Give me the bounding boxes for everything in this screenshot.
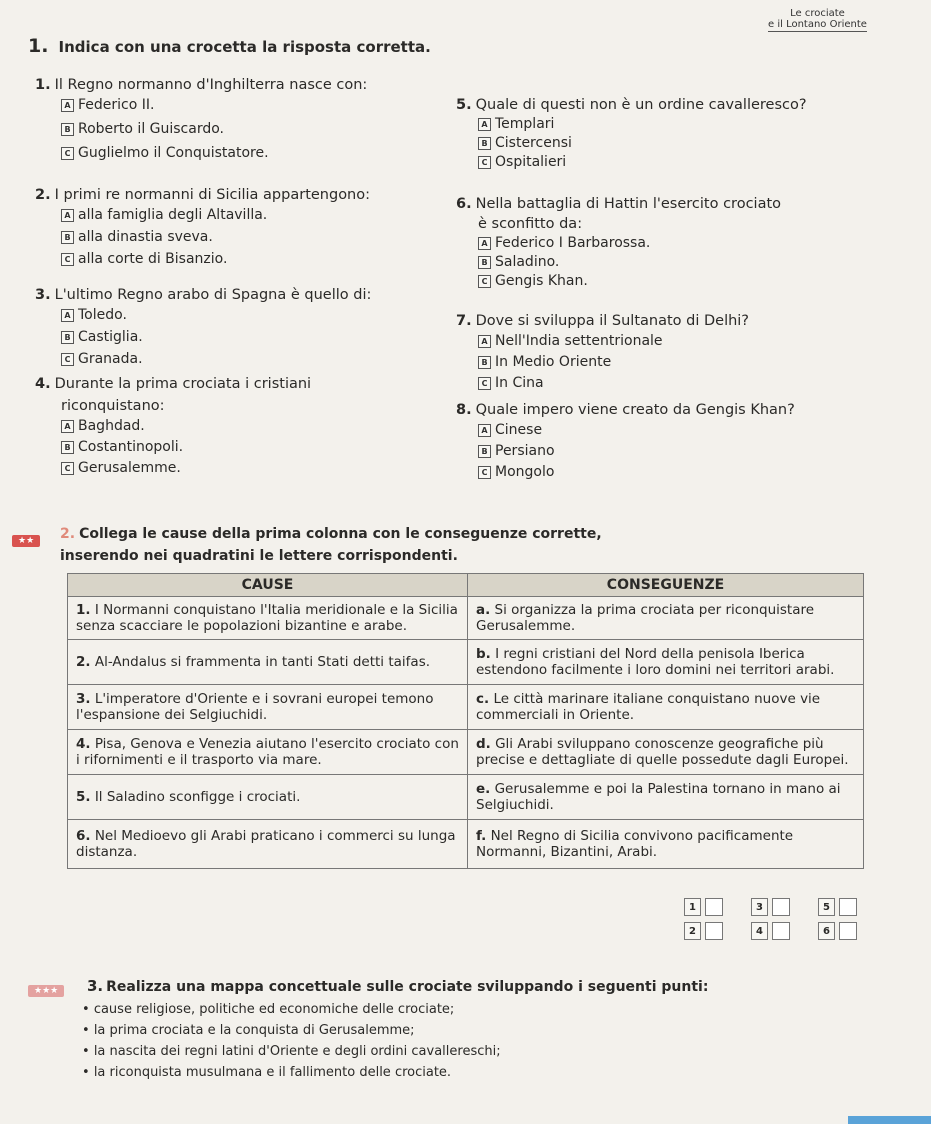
question-text: Dove si sviluppa il Sultanato di Delhi? [475, 313, 750, 329]
question-2: 2. I primi re normanni di Sicilia appartengono: A alla famiglia degli Altavilla. B alla dinastia sveva. C alla corte di Bisanzio. [35, 187, 371, 267]
difficulty-badge: ★★ [12, 535, 40, 547]
answer-input[interactable] [772, 898, 790, 916]
checkbox-letter-c[interactable]: C [61, 147, 74, 160]
option-4a[interactable]: A Baghdad. [61, 416, 311, 436]
exercise3-number: 3. [87, 977, 104, 995]
option-7a[interactable]: A Nell'India settentrionale [478, 331, 749, 352]
checkbox-letter-c[interactable]: C [478, 275, 491, 288]
checkbox-letter-a[interactable]: A [478, 237, 491, 250]
checkbox-letter-a[interactable]: A [478, 118, 491, 131]
checkbox-letter-c[interactable]: C [61, 353, 74, 366]
answer-box-5[interactable]: 5 [818, 898, 857, 916]
exercise1-number: 1. [28, 35, 49, 57]
option-1b[interactable]: B Roberto il Guiscardo. [61, 119, 367, 139]
question-text: Quale impero viene creato da Gengis Khan? [475, 402, 795, 418]
consequence-cell: b. I regni cristiani del Nord della penisola Iberica estendono facilmente i loro domini nei territori arabi. [468, 640, 864, 685]
list-item: • cause religiose, politiche ed economiche delle crociate; [82, 1002, 455, 1017]
checkbox-letter-c[interactable]: C [61, 253, 74, 266]
list-item: • la prima crociata e la conquista di Gerusalemme; [82, 1023, 415, 1038]
option-4b[interactable]: B Costantinopoli. [61, 437, 311, 457]
exercise3-bullets [82, 1000, 501, 1082]
option-3c[interactable]: C Granada. [61, 349, 371, 369]
exercise2-instruction-line2: inserendo nei quadratini le lettere corrispondenti. [60, 548, 458, 564]
exercise3-title [87, 976, 708, 995]
option-8a[interactable]: A Cinese [478, 420, 795, 441]
table-row [68, 820, 864, 869]
cause-cell: 4. Pisa, Genova e Venezia aiutano l'esercito crociato con i rifornimenti e il trasporto via mare. [68, 730, 468, 775]
list-item: • la riconquista musulmana e il fallimento delle crociate. [82, 1065, 452, 1080]
answer-box-4[interactable]: 4 [751, 922, 790, 940]
option-6c[interactable]: C Gengis Khan. [478, 272, 781, 291]
answer-box-2[interactable]: 2 [684, 922, 723, 940]
checkbox-letter-b[interactable]: B [61, 331, 74, 344]
question-6: 6. Nella battaglia di Hattin l'esercito crociato è sconfitto da: A Federico I Barbarossa. B Saladino. C Gengis Khan. [456, 196, 782, 289]
table-row [68, 685, 864, 730]
table-row [68, 775, 864, 820]
checkbox-letter-a[interactable]: A [478, 335, 491, 348]
answer-grid [684, 898, 857, 940]
consequence-cell: a. Si organizza la prima crociata per riconquistare Gerusalemme. [468, 597, 864, 640]
list-item: • la nascita dei regni latini d'Oriente e degli ordini cavallereschi; [82, 1044, 501, 1059]
checkbox-letter-b[interactable]: B [478, 137, 491, 150]
cause-cell: 2. Al-Andalus si frammenta in tanti Stati detti taifas. [68, 640, 468, 685]
chapter-title-line1: Le crociate [790, 8, 845, 19]
checkbox-letter-c[interactable]: C [478, 156, 491, 169]
checkbox-letter-b[interactable]: B [478, 445, 491, 458]
answer-box-1[interactable]: 1 [684, 898, 723, 916]
option-5b[interactable]: B Cistercensi [478, 134, 807, 153]
option-7c[interactable]: C In Cina [478, 373, 749, 394]
question-text: Durante la prima crociata i cristiani [54, 376, 312, 392]
option-3a[interactable]: A Toledo. [61, 305, 371, 325]
checkbox-letter-b[interactable]: B [61, 231, 74, 244]
checkbox-letter-a[interactable]: A [61, 420, 74, 433]
checkbox-letter-b[interactable]: B [478, 256, 491, 269]
question-text: Nella battaglia di Hattin l'esercito crociato [475, 196, 782, 212]
checkbox-letter-b[interactable]: B [61, 123, 74, 136]
question-8: 8. Quale impero viene creato da Gengis Khan? A Cinese B Persiano C Mongolo [456, 401, 795, 483]
question-3: 3. L'ultimo Regno arabo di Spagna è quello di: A Toledo. B Castiglia. C Granada. [35, 287, 372, 367]
table-row [68, 730, 864, 775]
question-5: 5. Quale di questi non è un ordine cavalleresco? A Templari B Cistercensi C Ospitalieri [456, 97, 807, 170]
table-row [68, 597, 864, 640]
checkbox-letter-a[interactable]: A [478, 424, 491, 437]
checkbox-letter-c[interactable]: C [478, 466, 491, 479]
col-header-causes: CAUSE [68, 574, 468, 597]
option-3b[interactable]: B Castiglia. [61, 327, 371, 347]
checkbox-letter-c[interactable]: C [478, 377, 491, 390]
cause-cell: 6. Nel Medioevo gli Arabi praticano i commerci su lunga distanza. [68, 820, 468, 869]
question-1: 1. Il Regno normanno d'Inghilterra nasce con: A Federico II. B Roberto il Guiscardo. C Guglielmo il Conquistatore. [35, 77, 368, 161]
checkbox-letter-a[interactable]: A [61, 209, 74, 222]
option-6a[interactable]: A Federico I Barbarossa. [478, 234, 781, 253]
consequence-cell: c. Le città marinare italiane conquistano nuove vie commerciali in Oriente. [468, 685, 864, 730]
answer-input[interactable] [705, 898, 723, 916]
chapter-header [768, 8, 867, 32]
difficulty-badge: ★★★ [28, 985, 64, 997]
answer-input[interactable] [772, 922, 790, 940]
option-6b[interactable]: B Saladino. [478, 253, 781, 272]
question-text-cont: riconquistano: [61, 398, 165, 414]
exercise3-instruction: Realizza una mappa concettuale sulle crociate sviluppando i seguenti punti: [106, 979, 709, 995]
option-2a[interactable]: A alla famiglia degli Altavilla. [61, 205, 370, 225]
answer-box-6[interactable]: 6 [818, 922, 857, 940]
question-text-cont: è sconfitto da: [478, 216, 583, 232]
chapter-title-line2: e il Lontano Oriente [768, 19, 867, 30]
cause-cell: 1. I Normanni conquistano l'Italia meridionale e la Sicilia senza scacciare le popolazioni bizantine e arabe. [68, 597, 468, 640]
exercise2-title [60, 526, 602, 542]
checkbox-letter-a[interactable]: A [61, 309, 74, 322]
page-edge-bar [848, 1116, 931, 1124]
checkbox-letter-b[interactable]: B [61, 441, 74, 454]
consequence-cell: f. Nel Regno di Sicilia convivono pacificamente Normanni, Bizantini, Arabi. [468, 820, 864, 869]
question-text: Il Regno normanno d'Inghilterra nasce con: [54, 77, 368, 93]
question-7: 7. Dove si sviluppa il Sultanato di Delhi? A Nell'India settentrionale B In Medio Oriente C In Cina [456, 312, 749, 394]
option-5c[interactable]: C Ospitalieri [478, 153, 807, 172]
option-8c[interactable]: C Mongolo [478, 462, 795, 483]
cause-consequence-table [67, 573, 864, 869]
exercise2-number: 2. [60, 526, 76, 542]
answer-input[interactable] [839, 898, 857, 916]
exercise3-stars [28, 978, 64, 997]
checkbox-letter-c[interactable]: C [61, 462, 74, 475]
answer-input[interactable] [839, 922, 857, 940]
option-2c[interactable]: C alla corte di Bisanzio. [61, 249, 370, 269]
question-text: I primi re normanni di Sicilia appartengono: [54, 187, 371, 203]
option-8b[interactable]: B Persiano [478, 441, 795, 462]
exercise2-stars [12, 528, 40, 547]
exercise2-instruction-line1: Collega le cause della prima colonna con le conseguenze corrette, [79, 526, 602, 542]
cause-cell: 3. L'imperatore d'Oriente e i sovrani europei temono l'espansione dei Selgiuchidi. [68, 685, 468, 730]
question-text: L'ultimo Regno arabo di Spagna è quello di: [54, 287, 372, 303]
cause-cell: 5. Il Saladino sconfigge i crociati. [68, 775, 468, 820]
exercise1-title [28, 35, 431, 57]
exercise1-instruction: Indica con una crocetta la risposta corretta. [58, 38, 431, 56]
option-1a[interactable]: A Federico II. [61, 95, 367, 115]
table-row [68, 640, 864, 685]
checkbox-letter-b[interactable]: B [478, 356, 491, 369]
checkbox-letter-a[interactable]: A [61, 99, 74, 112]
answer-input[interactable] [705, 922, 723, 940]
question-4: 4. Durante la prima crociata i cristiani riconquistano: A Baghdad. B Costantinopoli. C Gerusalemme. [35, 376, 312, 476]
option-5a[interactable]: A Templari [478, 115, 807, 134]
option-7b[interactable]: B In Medio Oriente [478, 352, 749, 373]
question-text: Quale di questi non è un ordine cavalleresco? [475, 97, 807, 113]
option-4c[interactable]: C Gerusalemme. [61, 458, 311, 478]
consequence-cell: e. Gerusalemme e poi la Palestina tornano in mano ai Selgiuchidi. [468, 775, 864, 820]
consequence-cell: d. Gli Arabi sviluppano conoscenze geografiche più precise e dettagliate di quelle possedute dagli Europei. [468, 730, 864, 775]
answer-box-3[interactable]: 3 [751, 898, 790, 916]
option-1c[interactable]: C Guglielmo il Conquistatore. [61, 143, 367, 163]
option-2b[interactable]: B alla dinastia sveva. [61, 227, 370, 247]
col-header-consequences: CONSEGUENZE [468, 574, 864, 597]
